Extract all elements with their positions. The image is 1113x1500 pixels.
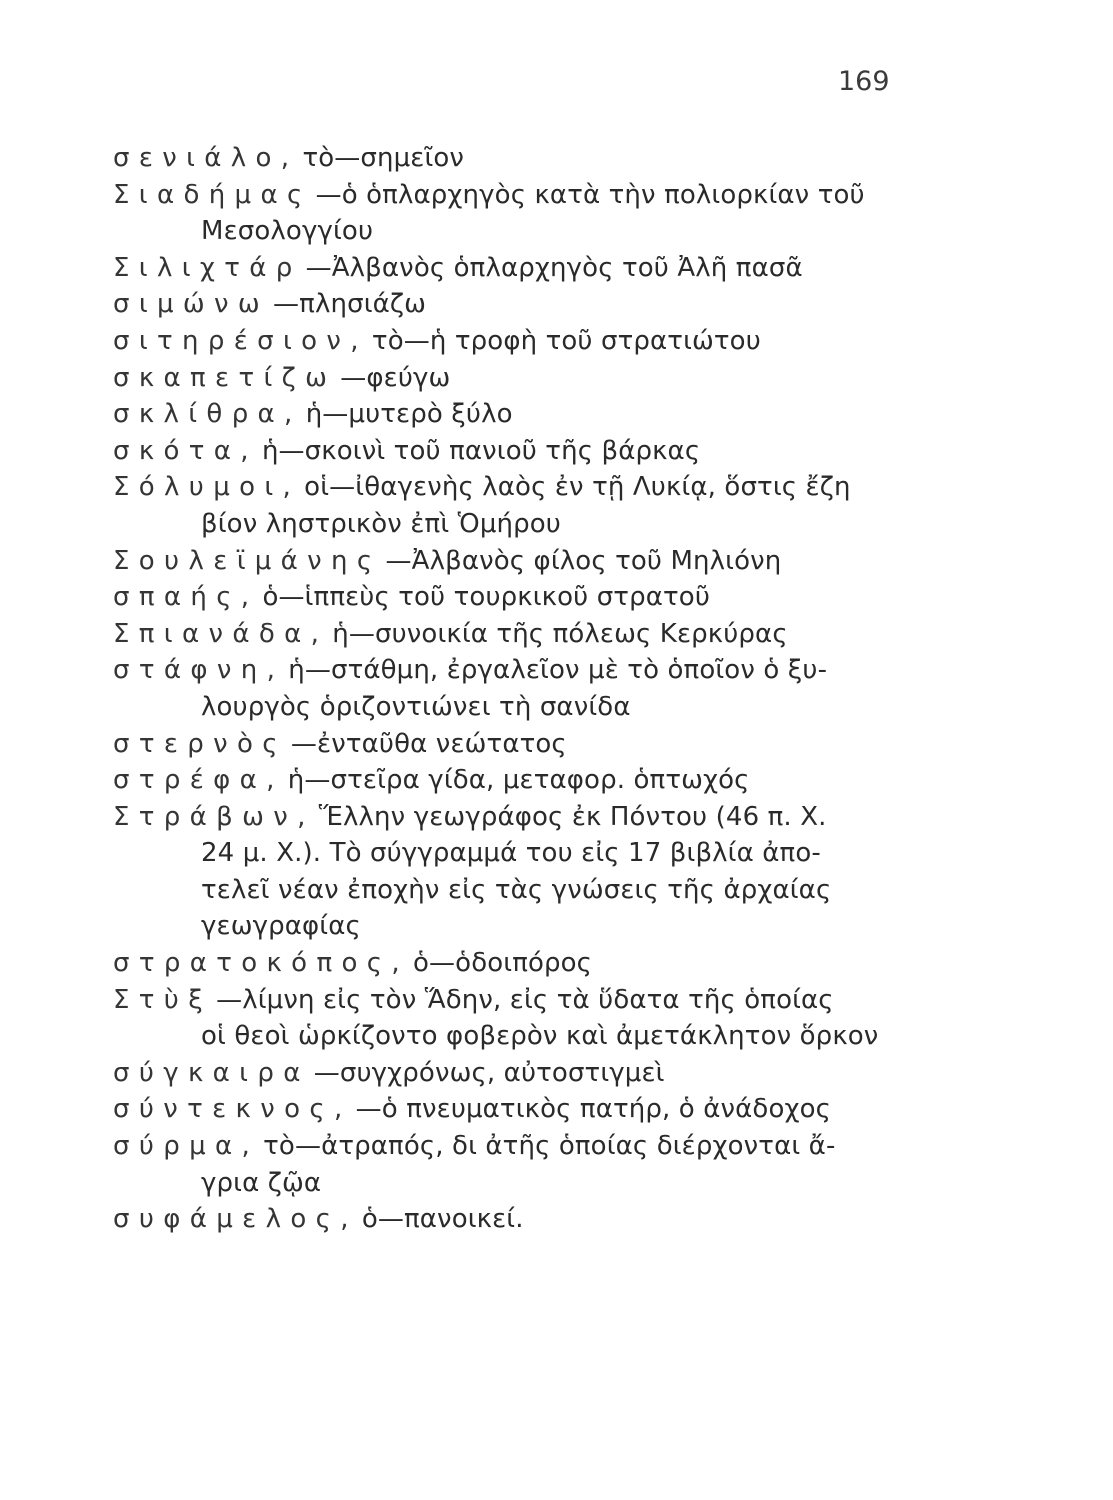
entry-term: σπαής, <box>113 582 259 613</box>
entry-definition: —Ἀλβανὸς ὁπλαρχηγὸς τοῦ Ἀλῆ πασᾶ <box>305 252 803 283</box>
glossary-continuation-line <box>113 872 953 909</box>
glossary-entry <box>113 396 953 433</box>
entry-term: σκότα, <box>113 435 258 466</box>
entry-term: Σουλεϊμάνης <box>113 545 382 576</box>
glossary-continuation-line <box>113 213 953 250</box>
entry-term: Σιλιχτάρ <box>113 252 302 283</box>
entry-term: σενιάλο, <box>113 143 299 173</box>
glossary-entry <box>113 250 953 287</box>
glossary-entry <box>113 726 953 763</box>
glossary-continuation-line <box>113 1165 953 1202</box>
glossary-entry <box>113 469 953 506</box>
page-number: 169 <box>838 66 890 97</box>
glossary-entry <box>113 1128 953 1165</box>
glossary-entry <box>113 323 953 360</box>
entry-definition: ἡ—στάθμη, ἐργαλεῖον μὲ τὸ ὁποῖον ὁ ξυ- <box>288 655 828 686</box>
entry-definition: —ὁ ὁπλαρχηγὸς κατὰ τὴν πολιορκίαν τοῦ <box>315 179 865 210</box>
entry-definition: οἱ—ἰθαγενὴς λαὸς ἐν τῇ Λυκίᾳ, ὅστις ἔζη <box>304 472 851 503</box>
entry-definition: ὁ—πανοικεί. <box>361 1204 524 1235</box>
glossary-entry <box>113 543 953 580</box>
entry-definition-continued: 24 μ. Χ.). Τὸ σύγγραμμά του εἰς 17 βιβλία ἀπο- <box>201 838 821 869</box>
glossary-entry <box>113 945 953 982</box>
entry-definition: ὁ—ἱππεὺς τοῦ τουρκικοῦ στρατοῦ <box>262 582 710 613</box>
entry-term: συφάμελος, <box>113 1204 358 1235</box>
entry-definition: Ἕλλην γεωγράφος ἐκ Πόντου (46 π. Χ. <box>318 801 827 832</box>
entry-term: Σόλυμοι, <box>113 472 301 503</box>
entry-definition: τὸ—σημεῖον <box>302 143 465 173</box>
entry-definition: τὸ—ἀτραπός, δι ἀτῆς ὁποίας διέρχονται ἄ- <box>263 1131 836 1162</box>
entry-term: Στράβων, <box>113 801 315 832</box>
entry-definition-continued: τελεῖ νέαν ἐποχὴν εἰς τὰς γνώσεις τῆς ἀρχαίας <box>201 874 832 905</box>
entry-term: σκαπετίζω <box>113 362 337 393</box>
entry-term: στρατοκόπος, <box>113 948 409 979</box>
entry-definition: —Ἀλβανὸς φίλος τοῦ Μηλιόνη <box>385 545 782 576</box>
entry-definition: —ἐνταῦθα νεώτατος <box>290 728 567 759</box>
entry-definition: ὁ—ὁδοιπόρος <box>412 948 593 979</box>
glossary-continuation-line <box>113 1018 953 1055</box>
entry-definition: —συγχρόνως, αὐτοστιγμεὶ <box>313 1057 665 1088</box>
entry-term: σύντεκνος, <box>113 1094 352 1125</box>
glossary-entry <box>113 799 953 836</box>
glossary-continuation-line <box>113 908 953 945</box>
glossary-entry <box>113 140 953 177</box>
entry-definition: ἡ—συνοικία τῆς πόλεως Κερκύρας <box>332 618 788 649</box>
glossary-entry <box>113 1055 953 1092</box>
entry-definition: ἡ—σκοινὶ τοῦ πανιοῦ τῆς βάρκας <box>261 435 701 466</box>
entry-definition: —ὁ πνευματικὸς πατήρ, ὁ ἀνάδοχος <box>355 1094 832 1125</box>
glossary-entry <box>113 652 953 689</box>
entry-term: Στὺξ <box>113 984 213 1015</box>
glossary-entry <box>113 286 953 323</box>
entry-term: σύρμα, <box>113 1131 260 1162</box>
entry-term: σιτηρέσιον, <box>113 325 368 356</box>
glossary-continuation-line <box>113 835 953 872</box>
entry-definition: —φεύγω <box>340 362 451 393</box>
entry-definition-continued: γεωγραφίας <box>201 911 361 942</box>
glossary-entry <box>113 177 953 214</box>
entry-definition-continued: οἱ θεοὶ ὡρκίζοντο φοβερὸν καὶ ἀμετάκλητον ὅρκον <box>201 1021 879 1052</box>
glossary-entry <box>113 762 953 799</box>
entry-term: Σπιανάδα, <box>113 618 329 649</box>
glossary-entry <box>113 579 953 616</box>
glossary-continuation-line <box>113 506 953 543</box>
entry-definition-continued: γρια ζῷα <box>201 1167 322 1198</box>
entry-term: στρέφα, <box>113 765 284 796</box>
glossary-entry <box>113 360 953 397</box>
entry-definition-continued: Μεσολογγίου <box>201 216 374 247</box>
entry-term: σύγκαιρα <box>113 1057 310 1088</box>
glossary-entry <box>113 433 953 470</box>
entry-term: Σιαδήμας <box>113 179 312 210</box>
entry-definition: τὸ—ἡ τροφὴ τοῦ στρατιώτου <box>371 325 761 356</box>
glossary-list <box>113 140 953 1238</box>
glossary-entry <box>113 1201 953 1238</box>
entry-definition-continued: λουργὸς ὁριζοντιώνει τὴ σανίδα <box>201 691 631 722</box>
entry-definition-continued: βίον ληστρικὸν ἐπὶ Ὁμήρου <box>201 508 561 539</box>
entry-term: σιμώνω <box>113 289 270 320</box>
glossary-continuation-line <box>113 689 953 726</box>
entry-definition: ἡ—μυτερὸ ξύλο <box>305 399 513 430</box>
entry-definition: —πλησιάζω <box>273 289 427 320</box>
glossary-entry <box>113 982 953 1019</box>
entry-term: στερνὸς <box>113 728 287 759</box>
entry-definition: ἡ—στεῖρα γίδα, μεταφορ. ὁπτωχός <box>287 765 750 796</box>
glossary-entry <box>113 1091 953 1128</box>
entry-definition: —λίμνη εἰς τὸν Ἅδην, εἰς τὰ ὕδατα τῆς ὁποίας <box>216 984 834 1015</box>
entry-term: στάφνη, <box>113 655 285 686</box>
glossary-entry <box>113 616 953 653</box>
entry-term: σκλίθρα, <box>113 399 302 430</box>
